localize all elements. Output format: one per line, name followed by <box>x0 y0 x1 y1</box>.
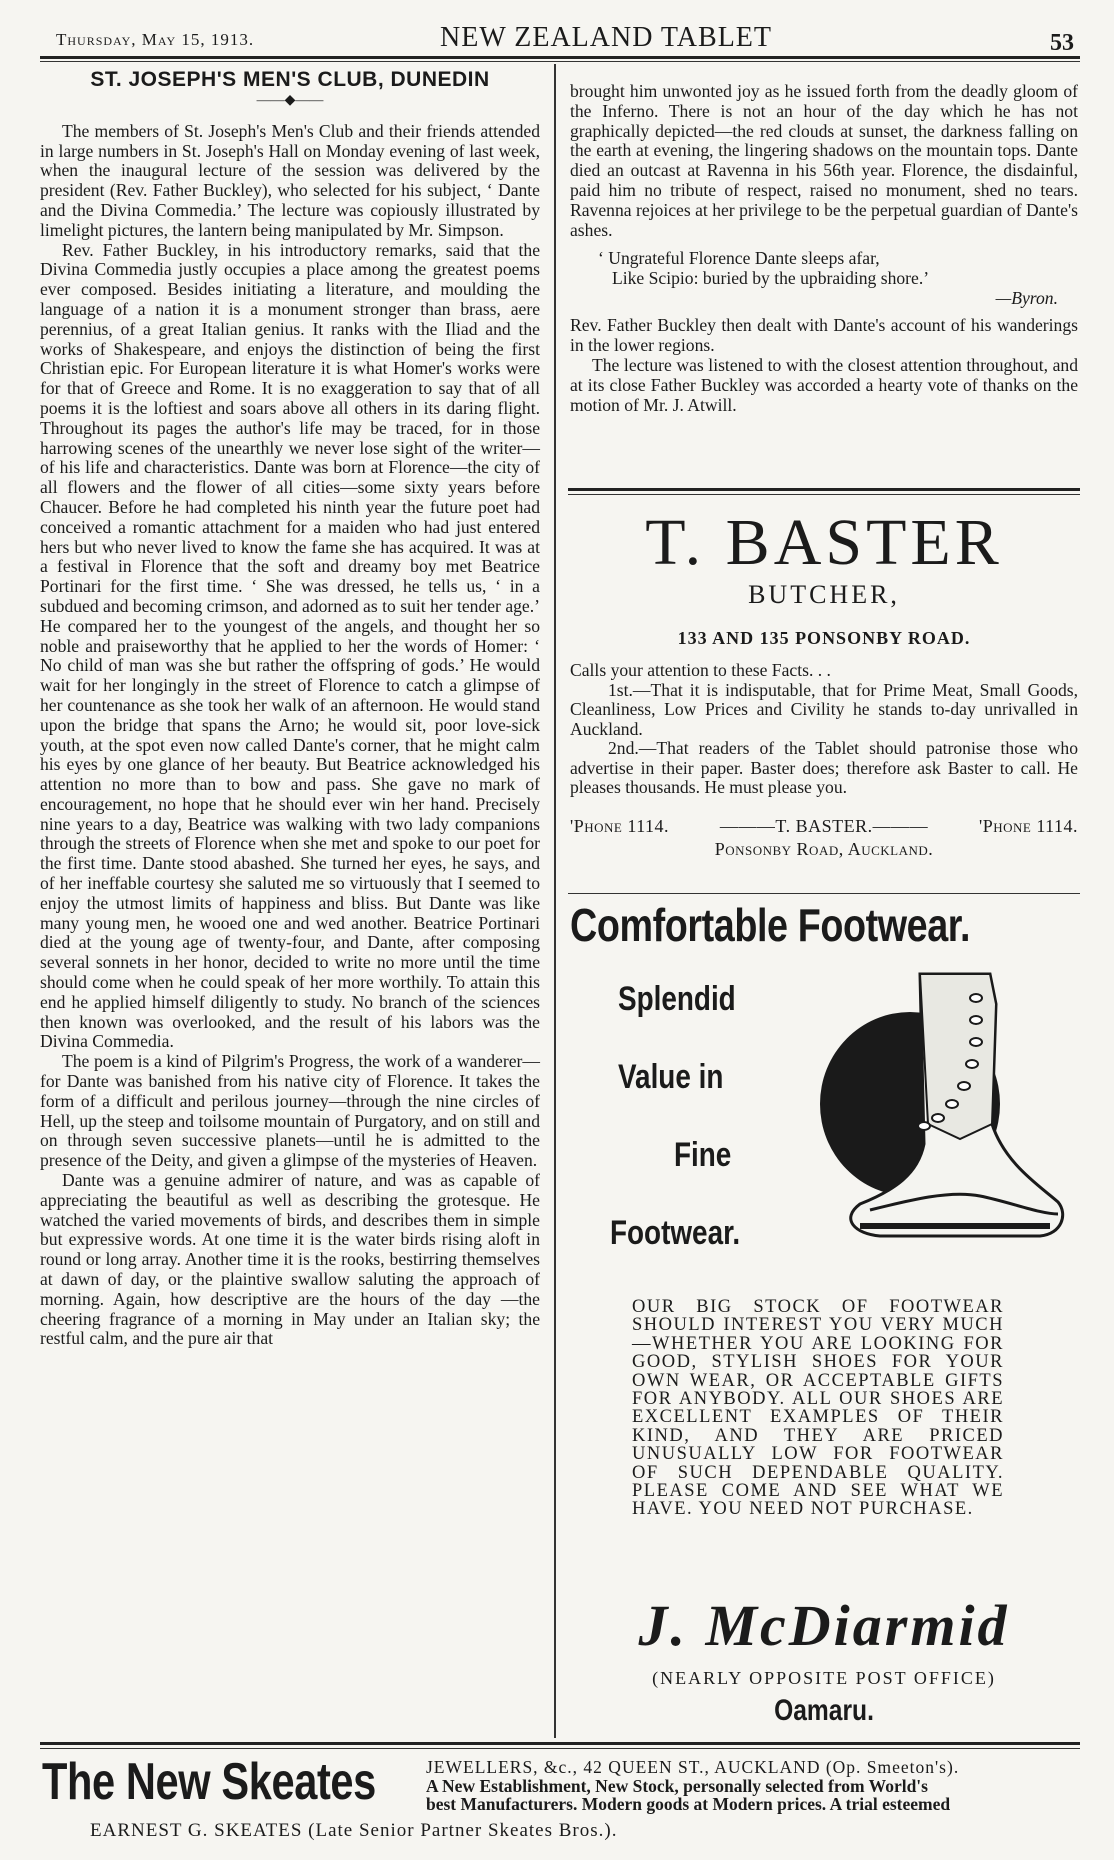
baster-body <box>570 661 1078 798</box>
skeates-line-3: best Manufacturers. Modern goods at Modern prices. A trial esteemed <box>426 1794 951 1814</box>
bottom-rule <box>40 1742 1080 1745</box>
skeates-proprietor: EARNEST G. SKEATES (Late Senior Partner Skeates Bros.). <box>90 1820 618 1841</box>
article-paragraph-2: Rev. Father Buckley, in his introductory remarks, said that the Divina Commedia justly occupies a place among the greatest poems ever composed. Besides initiating a literature, and moulding the language of a nation it is a monument stronger than brass, aere perennius, of a great Italian genius. It ranks with the Iliad and the works of Shakespeare, and enjoys the distinction of being the first Christian epic. For European literature it is what Homer's works were for that of Greece and Rome. It is no exaggeration to say that of all poems it is the loftiest and soars above all others in its daring flight. Throughout its pages the author's life may be traced, for in those harrowing scenes of the unearthly we never lose sight of the writer—of his life and characteristics. Dante was born at Florence—the city of all flowers and the flower of all cities—some sixty years before Chaucer. Before he had completed his ninth year the future poet had conceived a romantic attachment for a maiden who had just entered hers but who never lived to know the fame she has acquired. It was at a festival in Florence that the soft and dreamy boy met Beatrice Portinari for the first time. ‘ She was dressed, he tells us, ‘ in a subdued and becoming crimson, and adorned as to suit her tender age.’ He compared her to the youngest of the angels, and thought her so noble and praiseworthy that he applied to her the words of Homer: ‘ No child of man was she but rather the offspring of gods.’ He would wait for her longingly in the street of Florence to catch a glimpse of her countenance as she took her walk of an afternoon. He would stand upon the bridge that spans the Arno; he would sit, poor love-sick youth, at the spot even now called Dante's corner, that he might calm his eyes by one glance of her beauty. But Beatrice acknowledged his attention no more than to bow and pass. She gave no mark of encouragement, no hope that he should ever win her hand. Precisely nine years to a day, Beatrice was walking with two lady companions through the streets of Florence when she met and spoke to our poet for the first time. Dante stood abashed. She turned her eyes, he says, and of her ineffable courtesy she saluted me so virtuously that I seemed to enjoy the utmost limits of happiness and bliss. But Dante was like many young men, he wooed one and wed another. Beatrice Portinari died at the young age of twenty-four, and Dante, after composing several sonnets in her honor, decided to write no more until the time should come when he could speak of her more worthily. To attain this end he applied himself diligently to study. No branch of the sciences then known was overlooked, and the result of his labors was the Divina Commedia. <box>40 239 540 1052</box>
baster-advertisement <box>570 508 1078 860</box>
skeates-line-2: A New Establishment, New Stock, personally selected from World's <box>426 1775 928 1796</box>
phone-left: 'Phone 1114. <box>570 815 670 836</box>
article-paragraph-5: brought him unwonted joy as he issued forth from the deadly gloom of the Inferno. There is not an hour of the day which he has not graphically depicted—the red clouds at sunset, the darkness falling on the earth at evening, the lingering shadows on the mountain tops. Dante died an outcast at Ravenna in his 56th year. Florence, the disdainful, paid him no tribute of respect, raised no monument, shed no tears. Ravenna rejoices at her privilege to be the perpetual guardian of Dante's ashes. <box>570 81 1078 240</box>
baster-fact-2: 2nd.—That readers of the Tablet should patronise those who advertise in their paper. Baster does; therefore ask Baster to call. He pleases thousands. He must please you. <box>570 738 1078 797</box>
ad-separator <box>568 488 1080 491</box>
masthead-rule <box>40 56 1080 59</box>
ad-separator-2 <box>568 893 1080 894</box>
town-name: Oamaru. <box>774 1694 874 1727</box>
footwear-line-1: Splendid <box>618 980 736 1018</box>
footwear-advertisement <box>570 898 1078 1728</box>
skeates-details <box>426 1758 1076 1814</box>
phone-middle: ———T. BASTER.——— <box>719 815 929 836</box>
skeates-advertisement <box>40 1752 1080 1852</box>
poem-line-2: Like Scipio: buried by the upbraiding shore.’ <box>612 268 930 289</box>
poem-attribution: —Byron. <box>995 288 1058 309</box>
masthead-rule-thin <box>40 61 1080 62</box>
skeates-line-1: JEWELLERS, &c., 42 QUEEN ST., AUCKLAND (Op. Smeeton's). <box>426 1757 960 1777</box>
footwear-line-2: Value in <box>618 1058 724 1096</box>
footwear-line-4: Footwear. <box>610 1214 741 1252</box>
baster-phone-line <box>570 816 1078 837</box>
article-paragraph-6: Rev. Father Buckley then dealt with Dante's account of his wanderings in the lower regions. <box>570 315 1078 356</box>
ad-separator-thin <box>568 494 1080 495</box>
poem-quote <box>598 248 1078 308</box>
footwear-line-3: Fine <box>674 1136 732 1174</box>
baster-trade: BUTCHER, <box>748 580 900 609</box>
footwear-headline: Comfortable Footwear. <box>570 899 971 951</box>
article-left-column <box>40 70 540 1349</box>
poem-line-1: ‘ Ungrateful Florence Dante sleeps afar, <box>598 248 880 269</box>
baster-intro: Calls your attention to these Facts. . . <box>570 660 831 680</box>
page-number: 53 <box>1050 30 1074 56</box>
boot-illustration <box>800 964 1070 1264</box>
article-paragraph-7: The lecture was listened to with the closest attention throughout, and at its close Father Buckley was accorded a hearty vote of thanks on the motion of Mr. J. Atwill. <box>570 354 1078 415</box>
issue-date: Thursday, May 15, 1913. <box>56 30 255 49</box>
column-divider <box>554 64 556 1738</box>
bottom-rule-thin <box>40 1748 1080 1749</box>
merchant-name: J. McDiarmid <box>638 1593 1010 1658</box>
article-headline: ST. JOSEPH'S MEN'S CLUB, DUNEDIN <box>90 68 490 91</box>
newspaper-title: NEW ZEALAND TABLET <box>440 22 773 53</box>
article-right-column <box>570 82 1078 415</box>
baster-fact-1: 1st.—That it is indisputable, that for Prime Meat, Small Goods, Cleanliness, Low Prices and Civility he stands to-day unrivalled in Auckland. <box>570 679 1078 739</box>
article-paragraph-1: The members of St. Joseph's Men's Club and their friends attended in large numbers in St. Joseph's Hall on Monday evening of last week, when the inaugural lecture of the session was delivered by the president (Rev. Father Buckley), who selected for his subject, ‘ Dante and the Divina Commedia.’ The lecture was copiously illustrated by limelight pictures, the lantern being manipulated by Mr. Simpson. <box>40 120 540 240</box>
ornament-divider: ——◆—— <box>256 92 324 108</box>
article-paragraph-4: Dante was a genuine admirer of nature, and was as capable of appreciating the beautiful as well as describing the grotesque. He watched the varied movements of birds, and describes them in simple but expressive words. At one time it is the water birds rising aloft in round or long array. Another time it is the rooks, bestirring themselves at dawn of day, or the plaintive swallow saluting the approach of morning. Again, how descriptive are the hours of the day —the cheering fragrance of a morning in May under an Italian sky; the restful calm, and the pure air that <box>40 1170 540 1349</box>
footwear-body: OUR BIG STOCK OF FOOTWEAR SHOULD INTEREST YOU VERY MUCH—WHETHER YOU ARE LOOKING FOR GOOD, STYLISH SHOES FOR YOUR OWN WEAR, OR ACCEPTABLE GIFTS FOR ANYBODY. ALL OUR SHOES ARE EXCELLENT EXAMPLES OF THEIR KIND, AND THEY ARE PRICED UNUSUALLY LOW FOR FOOTWEAR OF SUCH DEPENDABLE QUALITY. PLEASE COME AND SEE WHAT WE HAVE. YOU NEED NOT PURCHASE. <box>632 1297 1004 1520</box>
location-note: (NEARLY OPPOSITE POST OFFICE) <box>652 1668 996 1688</box>
masthead <box>40 18 1080 56</box>
baster-address: 133 AND 135 PONSONBY ROAD. <box>677 628 971 648</box>
baster-name: T. BASTER <box>645 506 1003 579</box>
skeates-name: The New Skeates <box>42 1753 376 1811</box>
baster-footer-address: Ponsonby Road, Auckland. <box>714 838 934 859</box>
article-paragraph-3: The poem is a kind of Pilgrim's Progress, the work of a wanderer—for Dante was banished from his native city of Florence. It takes the form of a difficult and perilous journey—through the nine circles of Hell, up the steep and toilsome mountain of Purgatory, and on still and on through seven successive planets—until he is admitted to the presence of the Deity, and given a glimpse of the mysteries of Heaven. <box>40 1051 540 1171</box>
phone-right: 'Phone 1114. <box>978 815 1078 836</box>
